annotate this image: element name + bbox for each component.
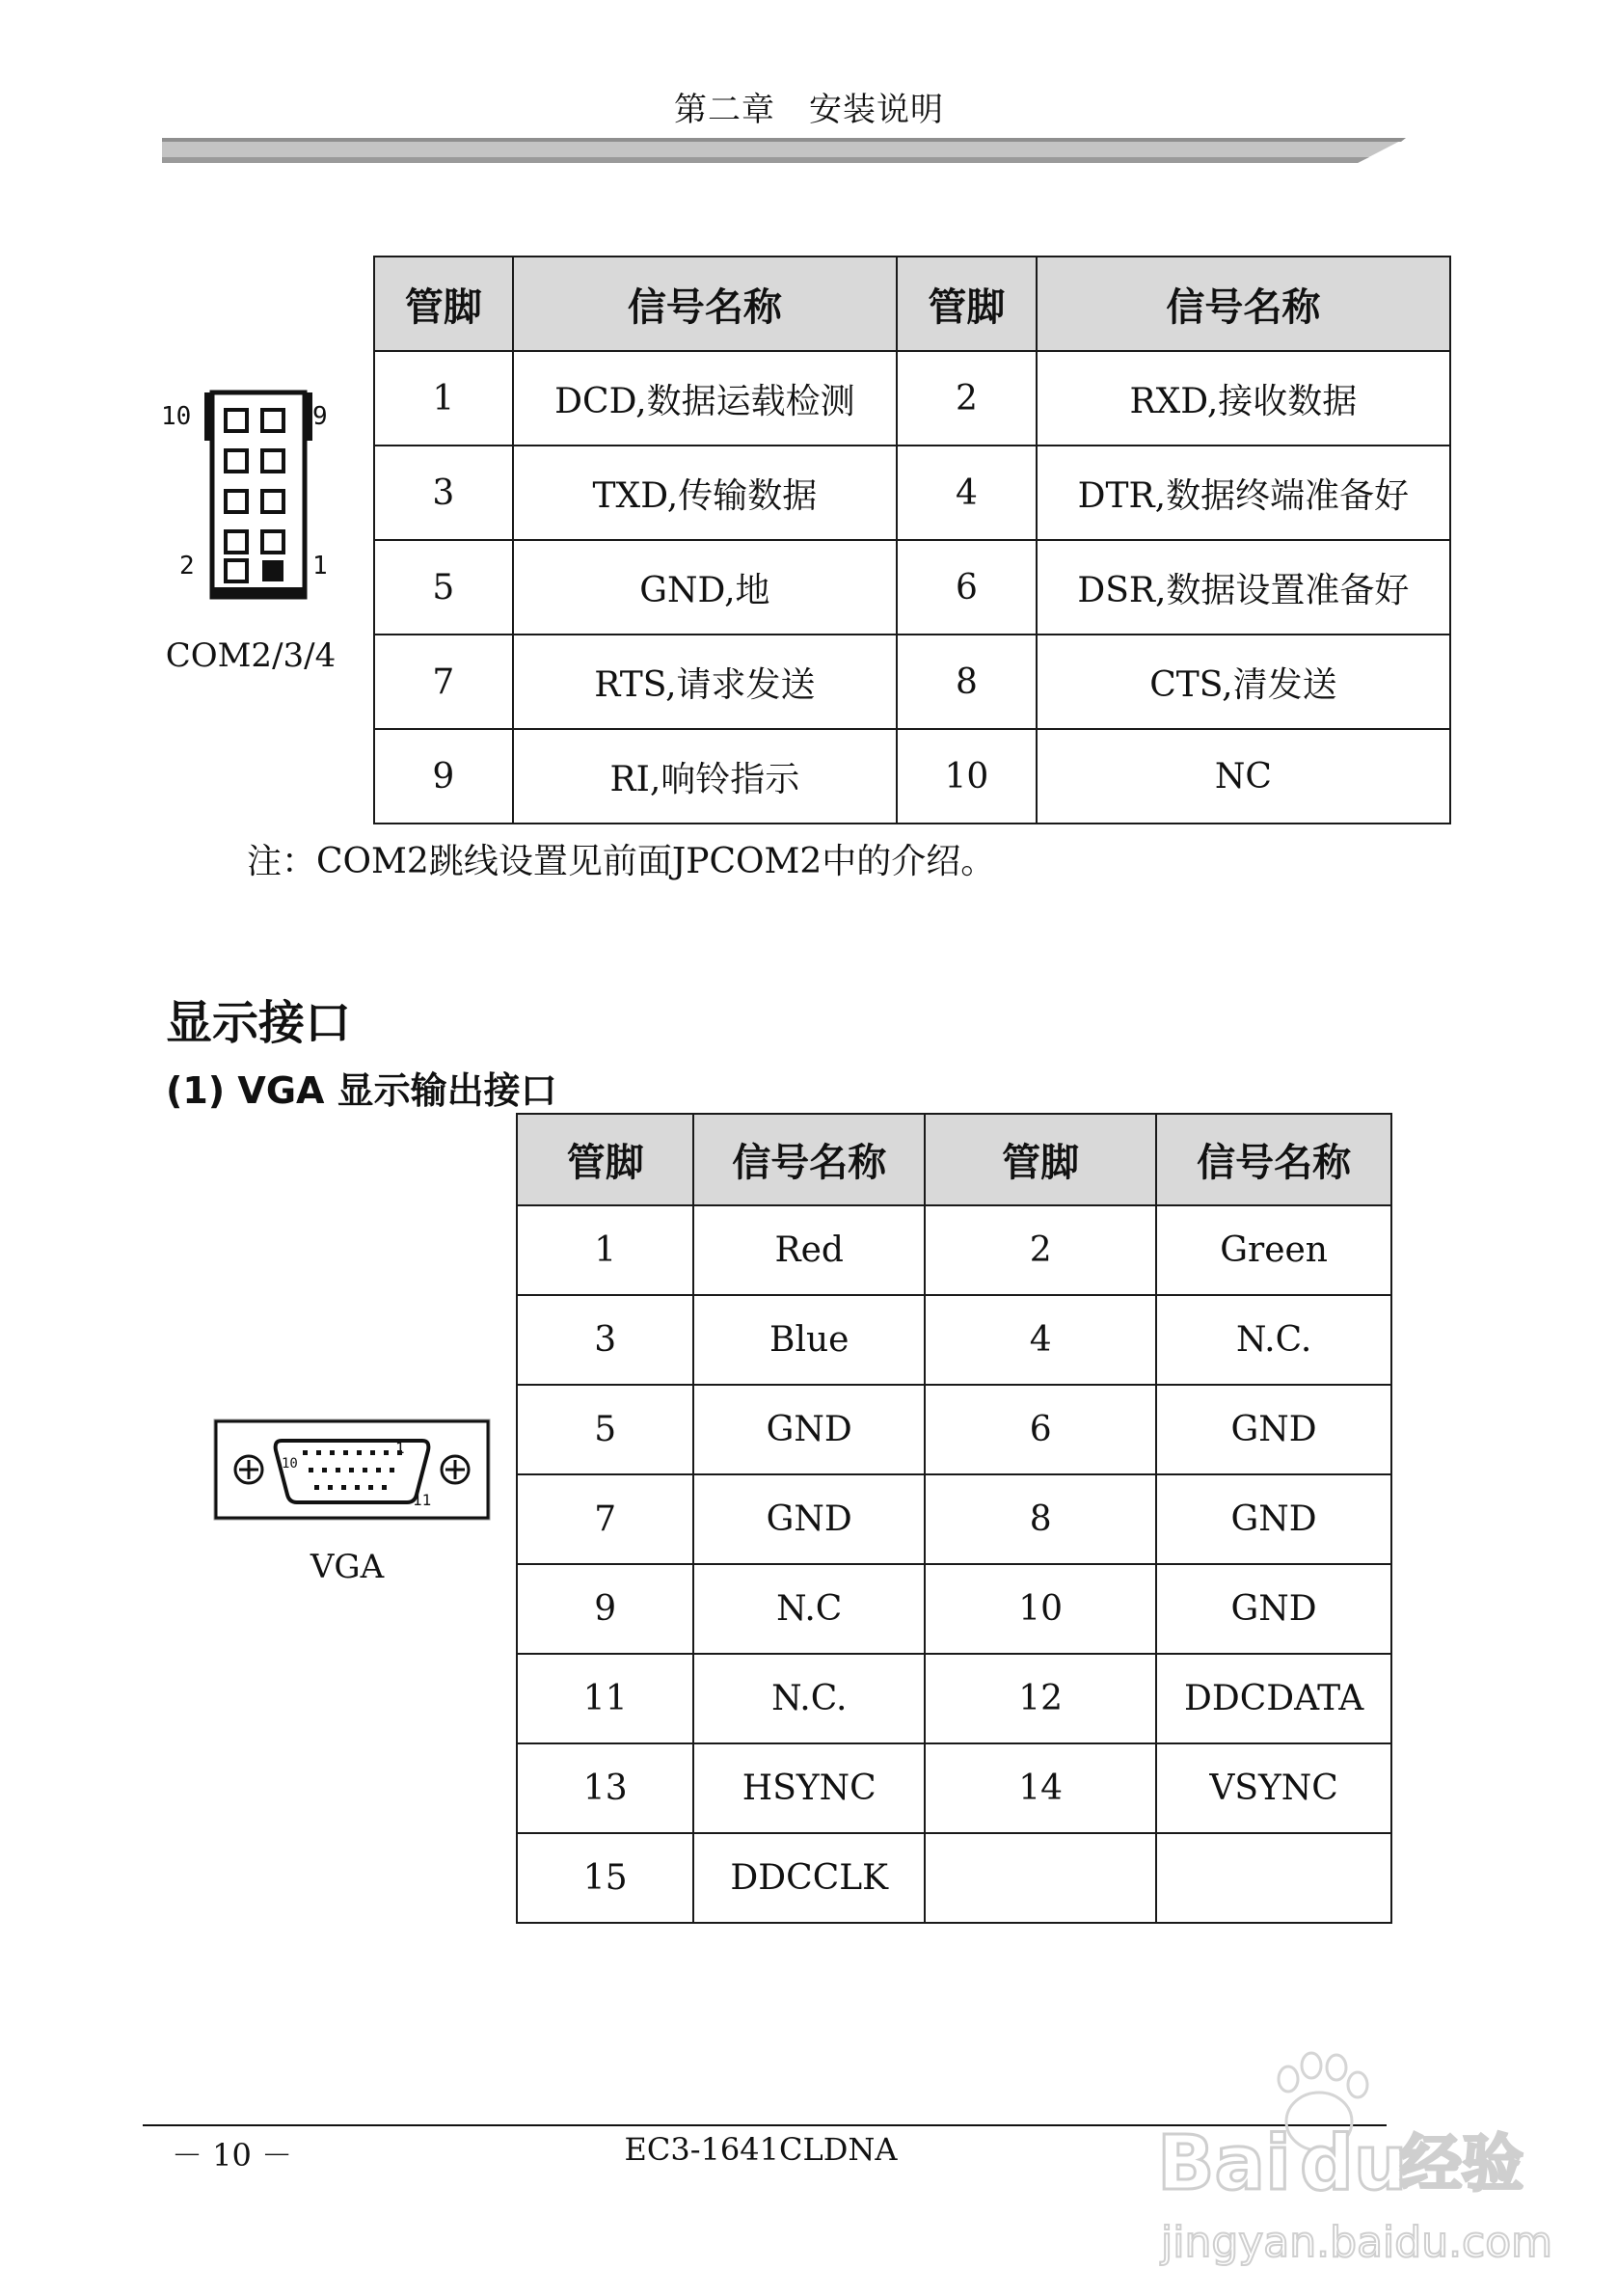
table-header-row (517, 1114, 1391, 1205)
signal-cell: DCD,数据运载检测 (513, 351, 897, 446)
vga-connector-caption: VGA (310, 1548, 385, 1586)
signal-cell: TXD,传输数据 (513, 446, 897, 540)
chapter-title: 第二章 安装说明 (674, 91, 944, 129)
table-row (517, 1205, 1391, 1295)
column-header: 信号名称 (1037, 257, 1450, 351)
pin-cell: 13 (517, 1743, 693, 1833)
signal-cell: Blue (693, 1295, 925, 1385)
pin-cell: 6 (897, 540, 1037, 635)
subsection-title: (1) VGA 显示输出接口 (166, 1069, 557, 1112)
signal-cell: RXD,接收数据 (1037, 351, 1450, 446)
com-pin-label-2: 2 (179, 552, 195, 581)
signal-cell: Green (1156, 1205, 1391, 1295)
table-row (517, 1743, 1391, 1833)
pin-cell: 5 (517, 1385, 693, 1474)
header-rule (162, 138, 1406, 171)
signal-cell: GND (1156, 1564, 1391, 1654)
pin-cell: 2 (897, 351, 1037, 446)
column-header: 信号名称 (1156, 1114, 1391, 1205)
pin-cell: 5 (374, 540, 513, 635)
signal-cell: DDCDATA (1156, 1654, 1391, 1743)
com-pin-label-1: 1 (312, 552, 328, 581)
signal-cell: N.C. (1156, 1295, 1391, 1385)
pin-cell: 7 (517, 1474, 693, 1564)
pin-cell: 11 (517, 1654, 693, 1743)
column-header: 管脚 (925, 1114, 1156, 1205)
pin-cell: 4 (897, 446, 1037, 540)
watermark-url: jingyan.baidu.com (1161, 2218, 1552, 2267)
vga-pin-table (516, 1113, 1392, 1924)
column-header: 管脚 (374, 257, 513, 351)
signal-cell: VSYNC (1156, 1743, 1391, 1833)
table-row (517, 1295, 1391, 1385)
baidu-jingyan-watermark (1147, 2044, 1552, 2276)
pin-cell: 1 (374, 351, 513, 446)
model-number: EC3-1641CLDNA (624, 2131, 898, 2168)
signal-cell: RI,响铃指示 (513, 729, 897, 824)
table-row (374, 446, 1450, 540)
watermark-cn: 经验 (1400, 2129, 1524, 2201)
table-row (517, 1564, 1391, 1654)
pin-cell: 15 (517, 1833, 693, 1923)
table-row (374, 729, 1450, 824)
signal-cell: N.C. (693, 1654, 925, 1743)
pin-cell: 9 (517, 1564, 693, 1654)
com-connector-caption: COM2/3/4 (165, 636, 337, 675)
table-row (517, 1385, 1391, 1474)
signal-cell: CTS,清发送 (1037, 635, 1450, 729)
table-row (374, 351, 1450, 446)
signal-cell: Red (693, 1205, 925, 1295)
pin-cell: 14 (925, 1743, 1156, 1833)
column-header: 管脚 (517, 1114, 693, 1205)
column-header: 信号名称 (513, 257, 897, 351)
signal-cell: NC (1037, 729, 1450, 824)
signal-cell: HSYNC (693, 1743, 925, 1833)
table-row (374, 540, 1450, 635)
table-row (374, 635, 1450, 729)
vga-pin-label-11: 11 (413, 1491, 432, 1509)
section-title: 显示接口 (166, 996, 352, 1050)
vga-pin-label-1: 1 (395, 1439, 405, 1457)
vga-connector-diagram (212, 1418, 492, 1522)
table-row (517, 1474, 1391, 1564)
pin-cell: 8 (925, 1474, 1156, 1564)
pin-cell: 6 (925, 1385, 1156, 1474)
signal-cell: DTR,数据终端准备好 (1037, 446, 1450, 540)
pin-cell: 10 (897, 729, 1037, 824)
signal-cell: DSR,数据设置准备好 (1037, 540, 1450, 635)
column-header: 管脚 (897, 257, 1037, 351)
page-number: － 10 － (172, 2137, 293, 2174)
pin-cell (925, 1833, 1156, 1923)
watermark-brand: Bai (1157, 2120, 1291, 2207)
watermark-brand-2: du (1300, 2120, 1408, 2207)
com-note: 注：COM2跳线设置见前面JPCOM2中的介绍。 (247, 842, 996, 881)
table-header-row (374, 257, 1450, 351)
signal-cell: GND,地 (513, 540, 897, 635)
signal-cell: GND (1156, 1474, 1391, 1564)
pin-cell: 12 (925, 1654, 1156, 1743)
signal-cell: DDCCLK (693, 1833, 925, 1923)
pin-cell: 1 (517, 1205, 693, 1295)
pin-cell: 10 (925, 1564, 1156, 1654)
pin-cell: 2 (925, 1205, 1156, 1295)
pin-cell: 7 (374, 635, 513, 729)
signal-cell: GND (1156, 1385, 1391, 1474)
signal-cell: RTS,请求发送 (513, 635, 897, 729)
com-pin-label-9: 9 (312, 402, 328, 431)
signal-cell: GND (693, 1385, 925, 1474)
com-pin-table (373, 256, 1451, 824)
signal-cell: N.C (693, 1564, 925, 1654)
pin-cell: 4 (925, 1295, 1156, 1385)
table-row (517, 1654, 1391, 1743)
pin-cell: 3 (517, 1295, 693, 1385)
com-pin-label-10: 10 (161, 402, 192, 431)
pin-cell: 8 (897, 635, 1037, 729)
pin-cell: 9 (374, 729, 513, 824)
column-header: 信号名称 (693, 1114, 925, 1205)
vga-pin-label-10: 10 (282, 1456, 298, 1472)
signal-cell (1156, 1833, 1391, 1923)
pin-cell: 3 (374, 446, 513, 540)
signal-cell: GND (693, 1474, 925, 1564)
table-row (517, 1833, 1391, 1923)
